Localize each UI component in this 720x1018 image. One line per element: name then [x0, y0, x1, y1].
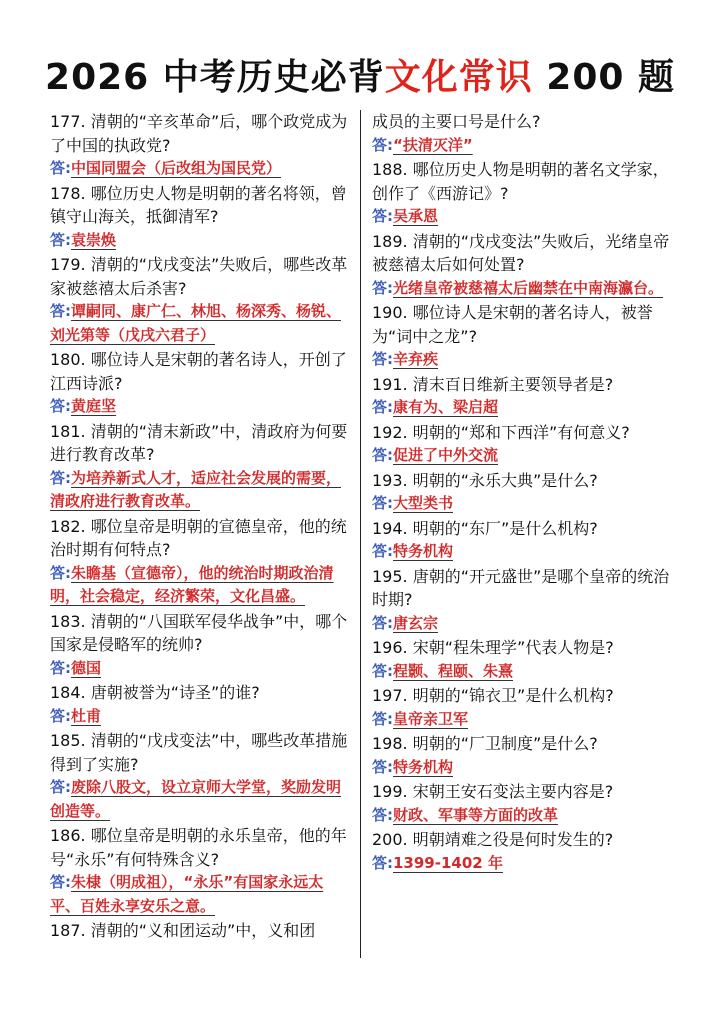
question: 180. 哪位诗人是宋朝的著名诗人，开创了江西诗派? — [50, 350, 347, 393]
answer — [372, 134, 674, 158]
question: 195. 唐朝的“开元盛世”是哪个皇帝的统治时期? — [372, 566, 670, 609]
answer-label: 答: — [50, 230, 71, 249]
question: 196. 宋朝“程朱理学”代表人物是? — [372, 638, 614, 657]
answer-text: 废除八股文，设立京师大学堂，奖励发明创造等。 — [50, 778, 342, 820]
answer-label: 答: — [372, 135, 393, 154]
answer-text: 朱棣（明成祖），“永乐”有国家永远太平、百姓永享安乐之意。 — [50, 873, 324, 915]
answer-label: 答: — [372, 805, 393, 824]
question: 183. 清朝的“八国联军侵华战争”中，哪个国家是侵略军的统帅? — [50, 611, 348, 654]
answer-label: 答: — [372, 494, 393, 512]
answer-label: 答: — [372, 613, 393, 632]
question: 192. 明朝的“郑和下西洋”有何意义? — [372, 422, 630, 442]
answer — [372, 540, 674, 564]
answer — [50, 705, 352, 729]
answer-text: 袁崇焕 — [71, 230, 117, 249]
answer-label: 答: — [50, 778, 71, 796]
left-column — [50, 110, 352, 943]
answer-text: 特务机构 — [393, 542, 454, 560]
answer-text: 德国 — [71, 658, 102, 677]
right-column — [372, 110, 674, 876]
answer-label: 答: — [372, 446, 393, 464]
answer — [50, 157, 352, 181]
question-continuation: 成员的主要口号是什么? — [372, 112, 541, 131]
answer-label: 答: — [50, 159, 71, 177]
title-prefix: 2026 中考历史必背 — [45, 57, 385, 98]
answer-text: 中国同盟会（后改组为国民党） — [71, 159, 282, 177]
answer-text: 唐玄宗 — [393, 613, 439, 632]
answer-text: 黄庭坚 — [71, 397, 117, 415]
answer-label: 答: — [50, 873, 71, 891]
answer — [372, 396, 674, 420]
question: 194. 明朝的“东厂”是什么机构? — [372, 518, 598, 538]
answer — [372, 492, 674, 516]
title-highlight: 文化常识 — [384, 57, 533, 98]
question: 190. 哪位诗人是宋朝的著名诗人，被誉为“词中之龙”? — [372, 303, 653, 346]
question: 200. 明朝靖难之役是何时发生的? — [372, 830, 614, 849]
question: 185. 清朝的“戊戌变法”中，哪些改革措施得到了实施? — [50, 731, 348, 774]
answer-text: 光绪皇帝被慈禧太后幽禁在中南海瀛台。 — [393, 278, 664, 297]
answer-text: 辛弃疾 — [393, 350, 439, 368]
answer-text: 特务机构 — [393, 757, 454, 776]
answer — [50, 300, 352, 347]
answer-label: 答: — [372, 853, 393, 872]
answer-text: 为培养新式人才，适应社会发展的需要，清政府进行教育改革。 — [50, 468, 342, 510]
answer — [372, 852, 674, 876]
question-continued: 187. 清朝的“义和团运动”中，义和团 — [50, 921, 316, 940]
question: 181. 清朝的“清末新政”中，清政府为何要进行教育改革? — [50, 421, 348, 464]
answer-label: 答: — [372, 398, 393, 416]
answer — [50, 229, 352, 253]
page-title — [0, 52, 720, 104]
answer-label: 答: — [50, 397, 71, 415]
answer-label: 答: — [372, 709, 393, 728]
question: 199. 宋朝王安石变法主要内容是? — [372, 782, 614, 801]
answer-text: 程颢、程颐、朱熹 — [393, 661, 514, 680]
answer — [372, 277, 674, 301]
question: 191. 清末百日维新主要领导者是? — [372, 374, 614, 394]
answer-text: 杜甫 — [71, 706, 102, 725]
answer-label: 答: — [50, 658, 71, 677]
question: 179. 清朝的“戊戌变法”失败后，哪些改革家被慈禧太后杀害? — [50, 255, 348, 298]
answer-label: 答: — [372, 661, 393, 680]
answer — [50, 395, 352, 419]
answer-text: 财政、军事等方面的改革 — [393, 805, 559, 824]
answer — [50, 467, 352, 514]
question: 184. 唐朝被誉为“诗圣”的谁? — [50, 683, 260, 702]
question: 197. 明朝的“锦衣卫”是什么机构? — [372, 686, 614, 705]
answer-text: 促进了中外交流 — [393, 446, 499, 464]
answer-text: 皇帝亲卫军 — [393, 709, 469, 728]
question: 188. 哪位历史人物是明朝的著名文学家，创作了《西游记》? — [372, 160, 669, 203]
answer-label: 答: — [50, 468, 71, 487]
question: 186. 哪位皇帝是明朝的永乐皇帝，他的年号“永乐”有何特殊含义? — [50, 826, 347, 869]
question: 198. 明朝的“厂卫制度”是什么? — [372, 734, 598, 753]
answer-label: 答: — [50, 302, 71, 320]
answer-text: 吴承恩 — [393, 207, 439, 225]
question: 177. 清朝的“辛亥革命”后，哪个政党成为了中国的执政党? — [50, 112, 348, 155]
answer — [372, 612, 674, 636]
answer — [372, 804, 674, 828]
answer — [372, 444, 674, 468]
answer-label: 答: — [372, 207, 393, 225]
answer — [50, 871, 352, 918]
answer-label: 答: — [372, 278, 393, 297]
answer-label: 答: — [50, 706, 71, 725]
answer-label: 答: — [372, 542, 393, 560]
question: 182. 哪位皇帝是明朝的宣德皇帝，他的统治时期有何特点? — [50, 516, 347, 559]
answer — [50, 776, 352, 823]
answer-text: “扶清灭洋” — [393, 135, 473, 154]
answer — [372, 660, 674, 684]
answer-text: 谭嗣同、康广仁、林旭、杨深秀、杨锐、刘光第等（戊戌六君子） — [50, 302, 342, 344]
answer — [372, 205, 674, 229]
answer-text: 康有为、梁启超 — [393, 398, 499, 416]
question: 193. 明朝的“永乐大典”是什么? — [372, 470, 598, 490]
question: 189. 清朝的“戊戌变法”失败后，光绪皇帝被慈禧太后如何处置? — [372, 231, 670, 274]
answer-label: 答: — [372, 350, 393, 368]
column-divider — [360, 110, 361, 958]
answer — [372, 348, 674, 372]
answer — [50, 657, 352, 681]
answer-text: 1399-1402 年 — [393, 853, 503, 872]
answer — [372, 756, 674, 780]
answer-label: 答: — [372, 757, 393, 776]
answer — [50, 562, 352, 609]
answer-label: 答: — [50, 563, 71, 582]
question: 178. 哪位历史人物是明朝的著名将领，曾镇守山海关，抵御清军? — [50, 183, 347, 226]
answer-text: 朱瞻基（宣德帝），他的统治时期政治清明，社会稳定，经济繁荣，文化昌盛。 — [50, 563, 334, 605]
answer-text: 大型类书 — [393, 494, 454, 512]
answer — [372, 708, 674, 732]
title-suffix: 200 题 — [532, 57, 675, 98]
